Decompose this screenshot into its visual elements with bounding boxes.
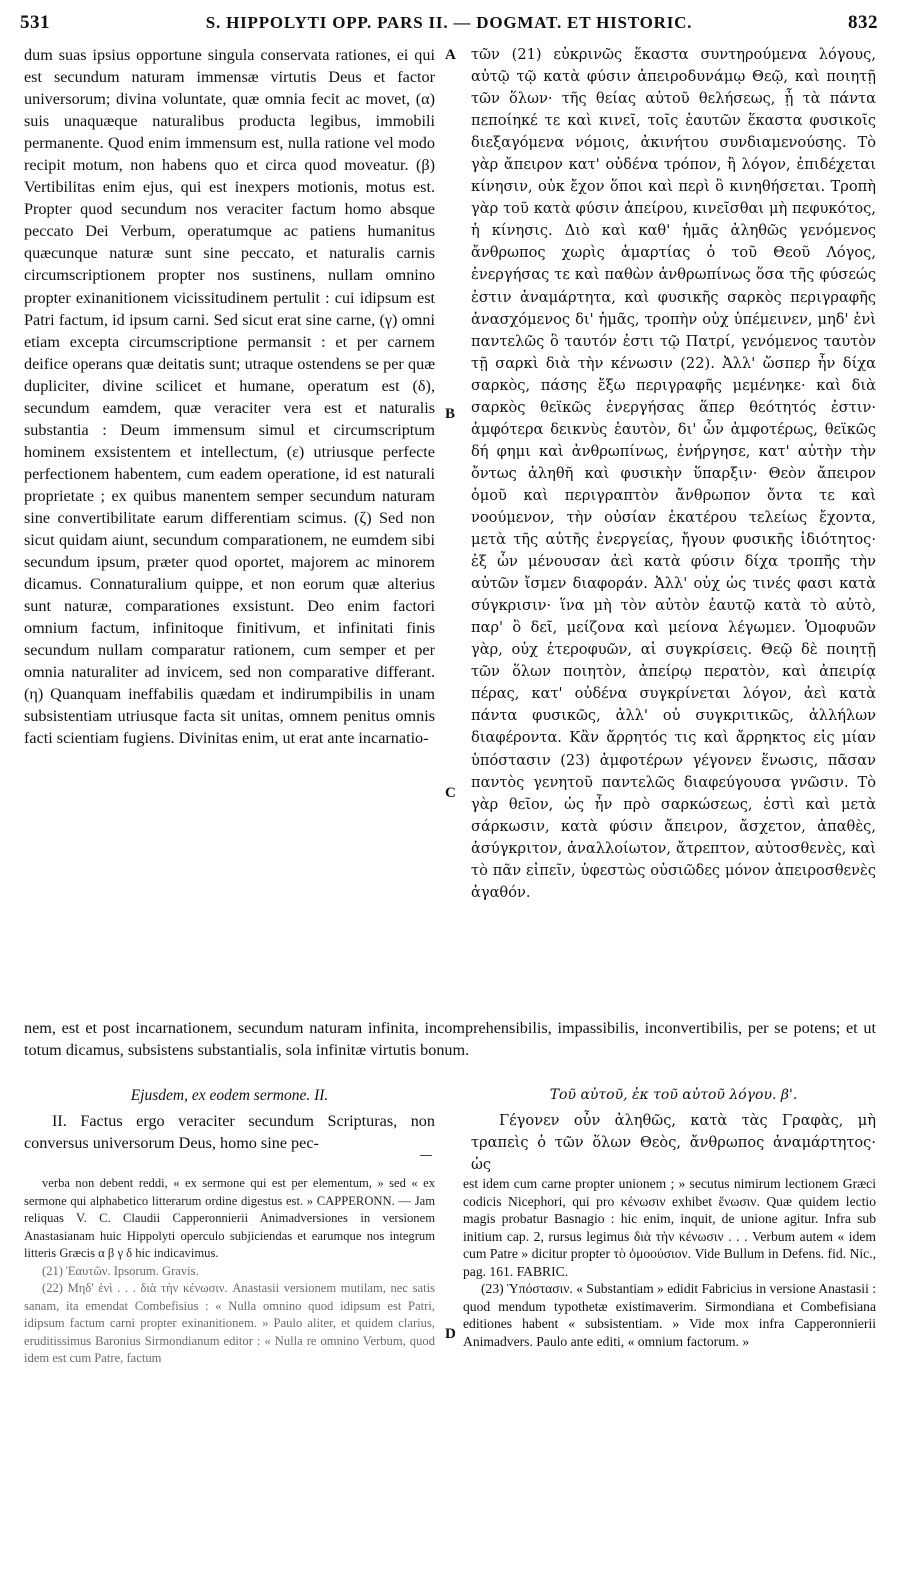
greek-column-text: τῶν (21) εὐκρινῶς ἕκαστα συντηρούμενα λόγους, αὐτῷ τῷ κατὰ φύσιν ἀπειροδυνάμῳ Θεῷ, καὶ ποιητῇ τῶν ὅλων· τῆς θείας αὐτοῦ θελήσεως, ᾗ τὰ πάντα πεποίηκέ τε καὶ κινεῖ, τοῖς ἑαυτῶν ἕκαστα φυσικοῖς διεξαγόμενα νόμοις, ἀκινήτου συνδιαμενούσης. Τὸ γὰρ ἄπειρον κατ' οὐδένα τρόπον, ἢ λόγον, ἐπιδέχεται κίνησιν, οὐκ ἔχον ὅποι καὶ περὶ ὃ κινηθήσεται. Τροπὴ γὰρ τοῦ κατὰ φύσιν ἀπείρου, κινεῖσθαι μὴ πεφυκότος, ἡ κίνησις. Διὸ καὶ καθ' ἡμᾶς ἀληθῶς γενόμενος ἄνθρωπος χωρὶς ἁμαρτίας ὁ τοῦ Θεοῦ Λόγος, ἐνεργήσας τε καὶ παθὼν ἀνθρωπίνως ὅσα τῆς φύσεώς ἐστιν ἀναμάρτητα, καὶ φυσικῆς σαρκὸς περιγραφῆς ἀνασχόμενος δι' ἡμᾶς, τροπὴν οὐχ ὑπέμεινεν, μηδ' ἑνὶ παντελῶς ὃ ταυτόν ἐστι τῷ Πατρί, γενόμενος ταυτὸν τῇ σαρκὶ διὰ τὴν κένωσιν (22). Ἀλλ' ὥσπερ ἦν δίχα σαρκὸς, πάσης ἔξω περιγραφῆς μεμένηκε· καὶ διὰ σαρκὸς θεϊκῶς ἐνεργήσας ἅπερ θεότητός ἐστιν· ἀμφότερα δεικνὺς ἑαυτὸν, δι' ὧν ἀμφοτέρως, θεϊκῶς δή φημι καὶ ἀνθρωπίνως, ἐνήργησε, κατ' αὐτὴν τὴν ὄντως ἀληθῆ καὶ φυσικὴν ὕπαρξιν· Θεὸν ἄπειρον ὁμοῦ καὶ περιγραπτὸν ἄνθρωπον ὄντα τε καὶ νοούμενον, τὴν οὐσίαν ἑκατέρου τελείως ἔχοντα, μετὰ τῆς αὐτῆς ἐνεργείας, ἤγουν φυσικῆς ἰδιότητος· ἐξ ὧν μένουσαν ἀεὶ κατὰ φύσιν δίχα τροπῆς τὴν αὐτῶν ἴσμεν διαφοράν. Ἀλλ' οὐχ ὡς τινές φασι κατὰ σύγκρισιν· ἵνα μὴ τὸν αὐτὸν ἑαυτῷ κατὰ τὸ αὐτὸ, παρ' ὃ δεῖ, μείζονα καὶ μείονα λέγωμεν. Ὁμοφυῶν γὰρ, οὐχ ἑτεροφυῶν, αἱ συγκρίσεις. Θεῷ δὲ ποιητῇ τῶν ὅλων ποιητὸν, ἀπείρῳ περατὸν, καὶ ἀπειρίᾳ πέρας, κατ' οὐδένα συγκρίνεται λόγον, ἀεὶ κατὰ πάντα φυσικῶς, ἀλλ' οὐ συγκριτικῶς, ἀλλήλων διαφέροντα. Κἂν ἄρρητός τις καὶ ἄρρηκτος εἰς μίαν ὑπόστασιν (23) ἀμφοτέρων γέγονεν ἕνωσις, πᾶσαν παντὸς γενητοῦ παντελῶς διαφεύγουσα γνῶσιν. Τὸ γὰρ θεῖον, ὡς ἦν πρὸ σαρκώσεως, ἐστὶ καὶ μετὰ σάρκωσιν, κατὰ φύσιν ἄπειρον, ἄσχετον, ἀπαθὲς, ἀσύγκριτον, ἀναλλοίωτον, ἄτρεπτον, αὐτοσθενὲς, καὶ τὸ πᾶν εἰπεῖν, ὑφεστὼς οὐσιῶδες μόνον ἀπειροσθενὲς ἀγαθόν.: [471, 46, 876, 901]
footnote-21: (21) Ἑαυτῶν. Ipsorum. Gravis.: [42, 1263, 199, 1278]
section-2-greek-text: Γέγονεν οὖν ἀληθῶς, κατὰ τὰς Γραφὰς, μὴ τραπεὶς ὁ τῶν ὅλων Θεὸς, ἄνθρωπος ἀναμάρτητος· ὡς: [471, 1112, 876, 1174]
footnote-capperonnier: verba non debent reddi, « ex sermone qui est per elementum, » sed « ex sermone qui alphabetico litterarum ordine digestus est. » CAPPERONN. — Jam reliquas V. C. Claudii Capperonnierii Animadversiones in versionem Anastasianam huic Hippolyti operculo subjiciendas et earumque nos integrum litteris Græcis α β γ δ hic indicavimus.: [24, 1176, 435, 1260]
running-title: S. HIPPOLYTI OPP. PARS II. — DOGMAT. ET HISTORIC.: [205, 13, 693, 32]
margin-marker-a: A: [445, 47, 456, 63]
section-2-latin-heading: Ejusdem, ex eodem sermone. II.: [130, 1087, 329, 1104]
latin-full-width-continuation: nem, est et post incarnationem, secundum naturam infinita, incomprehensibilis, impassibilis, inconvertibilis, per se potens; et ut totum dicamus, subsistens substantialis, sola infinitæ virtutis bonum.: [24, 1019, 876, 1060]
left-page-number: 531: [20, 12, 50, 33]
margin-marker-d: D: [445, 1326, 456, 1342]
right-page-number: 832: [848, 12, 878, 33]
footnotes-left: [24, 1175, 435, 1368]
footnotes-right: [463, 1175, 876, 1350]
latin-column-text: dum suas ipsius opportune singula conservata rationes, ei qui est secundum naturam immensæ virtutis Deus et factor universorum; divina voluntate, quæ omnia fecit ac movet, (α) suis unaquæque naturalibus producta legibus, immobili permanente. Quod enim immensum est, nulla ratione vel modo recipit motum, non habens quo et circa quod moveatur. (β) Vertibilitas enim ejus, qui est inexpers motionis, motus est. Propter quod secundum nos veraciter factum homo absque peccato Dei Verbum, operatumque ac patiens humanitus quæcunque naturæ sunt sine peccato, et naturalis carnis circumscriptionem propter nos sustinens, nullam omnino propter exinanitionem vicissitudinem pertulit : cui idipsum est Patri factum, id ipsum carni. Sed sicut erat sine carne, (γ) omni etiam excepta circumscriptione permansit : et per carnem deifice operans quæ deitatis sunt; utraque ostendens se per quæ dupliciter, divine scilicet et humane, operatum est (δ), secundum eamdem, quæ veraciter vera est et naturalis substantia : Deum immensum simul et circumscriptum hominem exsistentem et intellectum, (ε) utriusque perfecte perfectionem habentem, cum eadem operatione, id est naturali proprietate ; ex quibus manentem semper secundum naturam sine convertibilitate earum differentiam scimus. (ζ) Sed non sicut quidam aiunt, secundum comparationem, ne eumdem sibi secundum ipsum, præter quod oportet, majorem ac minorem dicamus. Connaturalium quippe, et non eorum quæ alterius sunt naturæ, comparationes exsistunt. Deo enim factori omnium factum, infinitoque finitivum, et infinitati finis secundum nullam comparatur rationem, cum semper et per omnia naturaliter ad invicem, sed non comparative differant. (η) Quanquam ineffabilis quædam et indirumpibilis in unam subsistentiam utriusque facta sit unitas, omnem penitus omnis facti scientiam fugiens. Divinitas enim, ut erat ante incarnatio-: [24, 46, 435, 748]
margin-marker-b: B: [445, 406, 456, 422]
page-header: [20, 12, 878, 40]
margin-marker-c: C: [445, 785, 456, 801]
hyphen-rule: [420, 1155, 432, 1156]
section-2-greek-heading: Τοῦ αὐτοῦ, ἐκ τοῦ αὐτοῦ λόγου. β'.: [549, 1087, 798, 1103]
footnote-23: (23) Ὑπόστασιν. « Substantiam » edidit Fabricius in versione Anastasii : quod mendum typothetæ existimaverim. Sirmondiana et Combefisiana editiones habent « subsistentiam. » Vide mox infra Capperonnierii Animadvers. Paulo ante editi, « omnium factorum. »: [463, 1281, 877, 1349]
footnote-22: (22) Μηδ' ἑνὶ . . . διὰ τὴν κένωσιν. Anastasii versionem mutilam, nec satis sanam, ita emendat Combefisius : « Nulla omnino quod idipsum est Patri, idipsum factum carni propter exinanitionem. » Paulo aliter, et quidem clarius, eruditissimus Baronius Sirmondianum editor : « Nulla re omnino Verbum, quod idem est cum Patre, factum: [24, 1281, 435, 1365]
section-2-latin-text: II. Factus ergo veraciter secundum Scripturas, non conversus universorum Deus, homo sine pec-: [24, 1112, 435, 1153]
footnote-22-continued: est idem cum carne propter unionem ; » secutus nimirum lectionem Græci codicis Nicephori, qui pro κένωσιν exhibet ἕνωσιν. Quæ quidem lectio magis probatur Basnagio : hic enim, inquit, de unione agitur. Infra sub initium cap. 2, rursus legimus διὰ τὴν κένωσιν . . . Verbum autem « idem cum Patre » dicitur propter τὸ ὁμοούσιον. Vide Bullum in Defens. fid. Nic., pag. 161. FABRIC.: [463, 1176, 876, 1279]
